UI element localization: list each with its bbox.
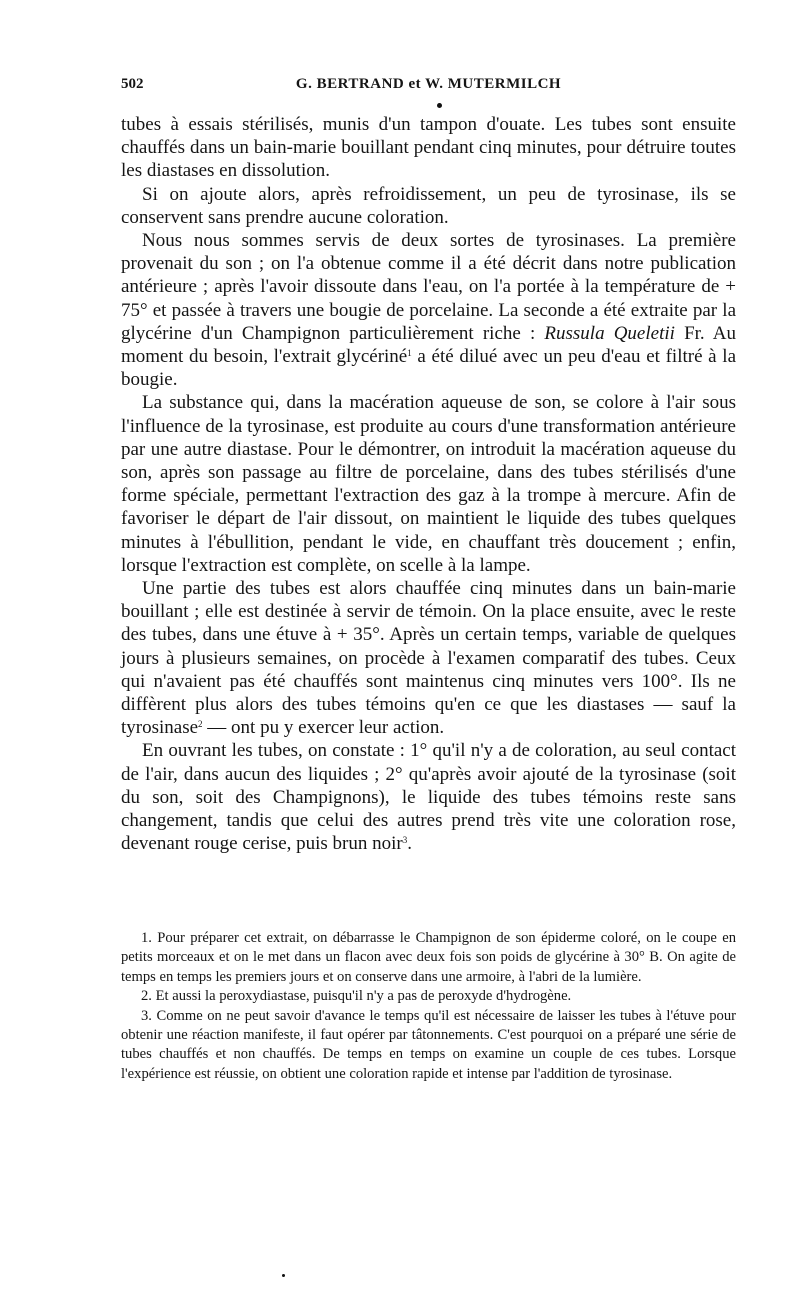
paragraph-5 (121, 577, 736, 739)
footnotes (121, 929, 736, 1084)
paragraph-3-text-a: Nous nous sommes servis de deux sortes de tyrosinases. La première provenait du son ; on l'a obtenue comme il a été décrit dans notre publication antérieure ; après l'avoir dissoute dans l'eau, on l'a portée à la température de + 75° et passée à travers une bougie de porcelaine. La seconde a été extraite par la glycérine d'un Champignon particulièrement riche : (121, 230, 736, 344)
paragraph-3-text-c: a été dilué avec un peu d'eau et filtré à la bougie. (121, 346, 736, 391)
paragraph-5-text-b: — ont pu y exercer leur action. (202, 717, 445, 739)
paragraph-5-text-a: Une partie des tubes est alors chauffée cinq minutes dans un bain-marie bouillant ; elle est destinée à servir de témoin. On la place ensuite, avec le reste des tubes, dans une étuve à + 35°. Après un certain temps, variable de quelques jours à plusieurs semaines, on procède à l'examen comparatif des tubes. Ceux qui n'avaient pas été chauffés sont maintenus cinq minutes vers 100°. Ils ne diffèrent plus alors des tubes témoins qu'en ce que les diastases — sauf la tyrosinase (121, 578, 736, 739)
footnote-1: 1. Pour préparer cet extrait, on débarrasse le Champignon de son épiderme coloré, on le coupe en petits morceaux et on le met dans un flacon avec deux fois son poids de glycérine à 30° B. On agite de temps en temps les premiers jours et on conserve dans une armoire, à l'abri de la lumière. (121, 930, 736, 985)
footnote-2: 2. Et aussi la peroxydiastase, puisqu'il n'y a pas de peroxyde d'hydrogène. (141, 988, 572, 1005)
paragraph-3-text-b: Fr. Au moment du besoin, l'extrait glycériné (121, 322, 736, 368)
running-title: G. BERTRAND et W. MUTERMILCH (295, 76, 562, 92)
paragraph-6 (121, 739, 736, 855)
paragraph-2: Si on ajoute alors, après refroidissement, un peu de tyrosinase, ils se conservent sans prendre aucune coloration. (121, 183, 736, 228)
paragraph-4: La substance qui, dans la macération aqueuse de son, se colore à l'air sous l'influence de la tyrosinase, est produite au cours d'une transformation antérieure par une autre diastase. Pour le démontrer, on introduit la macération aqueuse du son, après son passage au filtre de porcelaine, dans des tubes stérilisés d'une forme spéciale, permettant l'extraction des gaz à la trompe à mercure. Afin de favoriser le départ de l'air dissout, on maintient le liquide des tubes quelques minutes à l'ébullition, pendant le vide, en chauffant très doucement ; enfin, lorsque l'extraction est complète, on scelle à la lampe. (121, 392, 736, 576)
ink-speck (437, 103, 442, 108)
page-number: 502 (121, 76, 144, 92)
footnote-3: 3. Comme on ne peut savoir d'avance le temps qu'il est nécessaire de laisser les tubes à l'étuve pour obtenir une réaction manifeste, il faut opérer par tâtonnements. C'est pourquoi on a préparé une série de tubes chauffés et non chauffés. De temps en temps on examine un couple de ces tubes. Lorsque l'expérience est réussie, on obtient une coloration rapide et intense par l'addition de tyrosinase. (121, 1007, 736, 1082)
footnote-ref-3: 3 (402, 835, 408, 846)
paragraph-3 (121, 229, 736, 391)
paragraph-1: tubes à essais stérilisés, munis d'un tampon d'ouate. Les tubes sont ensuite chauffés dans un bain-marie bouillant pendant cinq minutes, pour détruire toutes les diastases en dissolution. (121, 114, 736, 182)
species-name: Russula Queletii (544, 322, 675, 344)
footnote-ref-1: 1 (407, 348, 412, 359)
main-text (121, 113, 736, 856)
footnote-ref-2: 2 (198, 719, 203, 730)
ink-speck (282, 1274, 285, 1277)
paragraph-6-text-b: . (407, 833, 412, 855)
paragraph-6-text-a: En ouvrant les tubes, on constate : 1° qu'il n'y a de coloration, au seul contact de l'air, dans aucun des liquides ; 2° qu'après avoir ajouté de la tyrosinase (soit du son, soit des Champignons), le liquide des tubes témoins reste sans changement, tandis que celui des autres prend très vite une coloration rose, devenant rouge cerise, puis brun noir (121, 740, 736, 855)
page-header (121, 76, 736, 100)
